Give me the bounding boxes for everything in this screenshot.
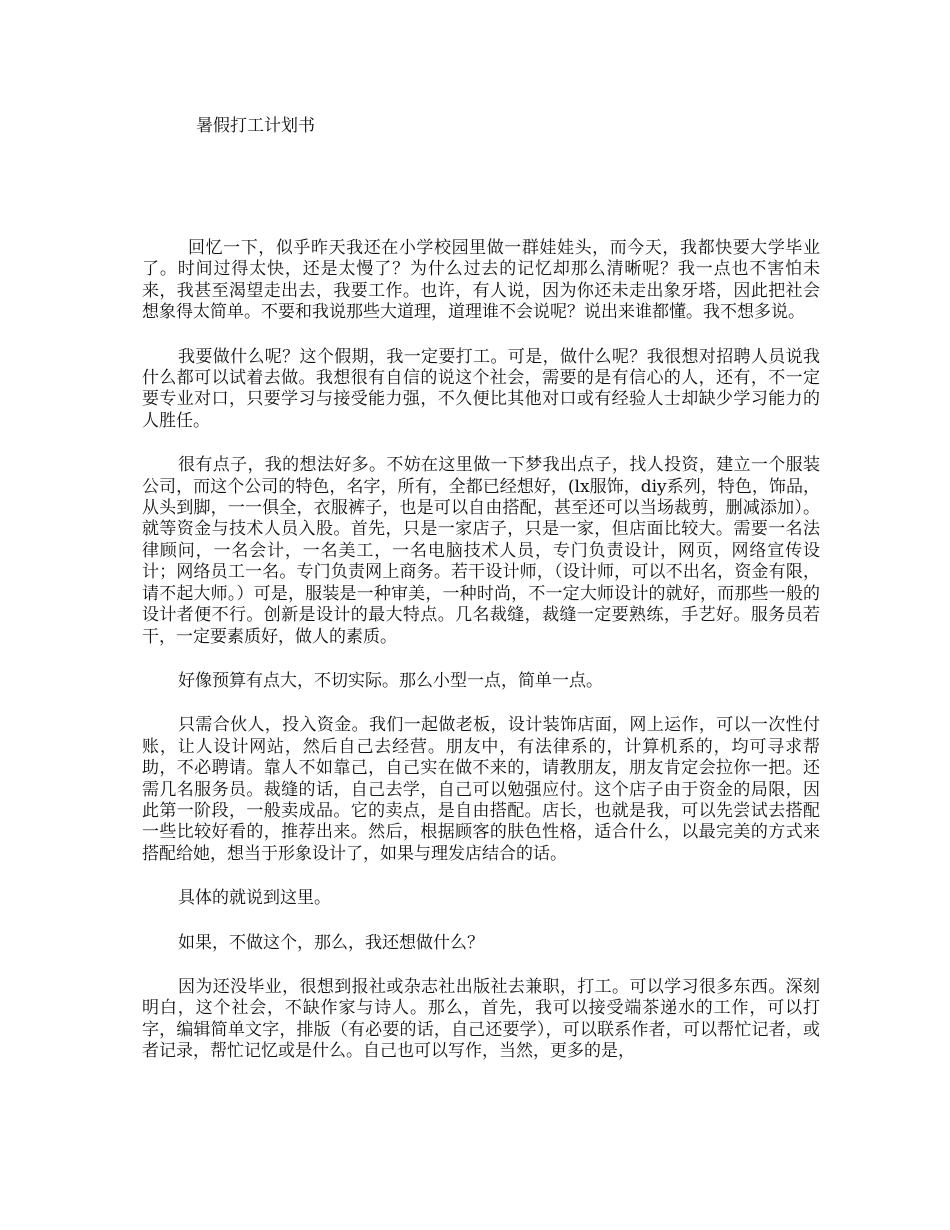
document-body [142,238,820,1086]
paragraph-1: 回忆一下，似乎昨天我还在小学校园里做一群娃娃头，而今天，我都快要大学毕业了。时间过得太快，还是太慢了？为什么过去的记忆却那么清晰呢？我一点也不害怕未来，我甚至渴望走出去，我要工作。也许，有人说，因为你还未走出象牙塔，因此把社会想象得太简单。不要和我说那些大道理，道理谁不会说呢？说出来谁都懂。我不想多说。 [142,238,820,323]
paragraph-4: 好像预算有点大，不切实际。那么小型一点，简单一点。 [178,670,603,691]
paragraph-6: 具体的就说到这里。 [178,888,331,909]
paragraph-2: 我要做什么呢？这个假期，我一定要打工。可是，做什么呢？我很想对招聘人员说我什么都可以试着去做。我想很有自信的说这个社会，需要的是有信心的人，还有，不一定要专业对口，只要学习与接受能力强，不久便比其他对口或有经验人士却缺少学习能力的人胜任。 [142,346,820,431]
paragraph-7: 如果，不做这个，那么，我还想做什么？ [178,932,484,953]
paragraph-3: 很有点子，我的想法好多。不妨在这里做一下梦我出点子，找人投资，建立一个服装公司，而这个公司的特色，名字，所有，全都已经想好，(lx服饰，diy系列，特色，饰品，从头到脚，一一俱全，衣服裤子，也是可以自由搭配，甚至还可以当场裁剪，删减添加）。就等资金与技术人员入股。首先，只是一家店子，只是一家，但店面比较大。需要一名法律顾问，一名会计，一名美工，一名电脑技术人员，专门负责设计，网页，网络宣传设计；网络员工一名。专门负责网上商务。若干设计师，（设计师，可以不出名，资金有限，请不起大师。）可是，服装是一种审美，一种时尚，不一定大师设计的就好，而那些一般的设计者便不行。创新是设计的最大特点。几名裁缝，裁缝一定要熟练，手艺好。服务员若干，一定要素质好，做人的素质。 [142,455,820,647]
paragraph-5: 只需合伙人，投入资金。我们一起做老板，设计装饰店面，网上运作，可以一次性付账，让人设计网站，然后自己去经营。朋友中，有法律系的，计算机系的，均可寻求帮助，不必聘请。靠人不如靠己，自己实在做不来的，请教朋友，朋友肯定会拉你一把。还需几名服务员。裁缝的话，自己去学，自己可以勉强应付。这个店子由于资金的局限，因此第一阶段，一般卖成品。它的卖点，是自由搭配。店长，也就是我，可以先尝试去搭配一些比较好看的，推荐出来。然后，根据顾客的肤色性格，适合什么，以最完美的方式来搭配给她，想当于形象设计了，如果与理发店结合的话。 [142,715,820,864]
document-title: 暑假打工计划书 [196,116,315,136]
paragraph-8: 因为还没毕业，很想到报社或杂志社出版社去兼职，打工。可以学习很多东西。深刻明白，这个社会，不缺作家与诗人。那么，首先，我可以接受端茶递水的工作，可以打字，编辑简单文字，排版（有必要的话，自己还要学），可以联系作者，可以帮忙记者，或者记录，帮忙记忆或是什么。自己也可以写作，当然，更多的是， [142,976,820,1062]
